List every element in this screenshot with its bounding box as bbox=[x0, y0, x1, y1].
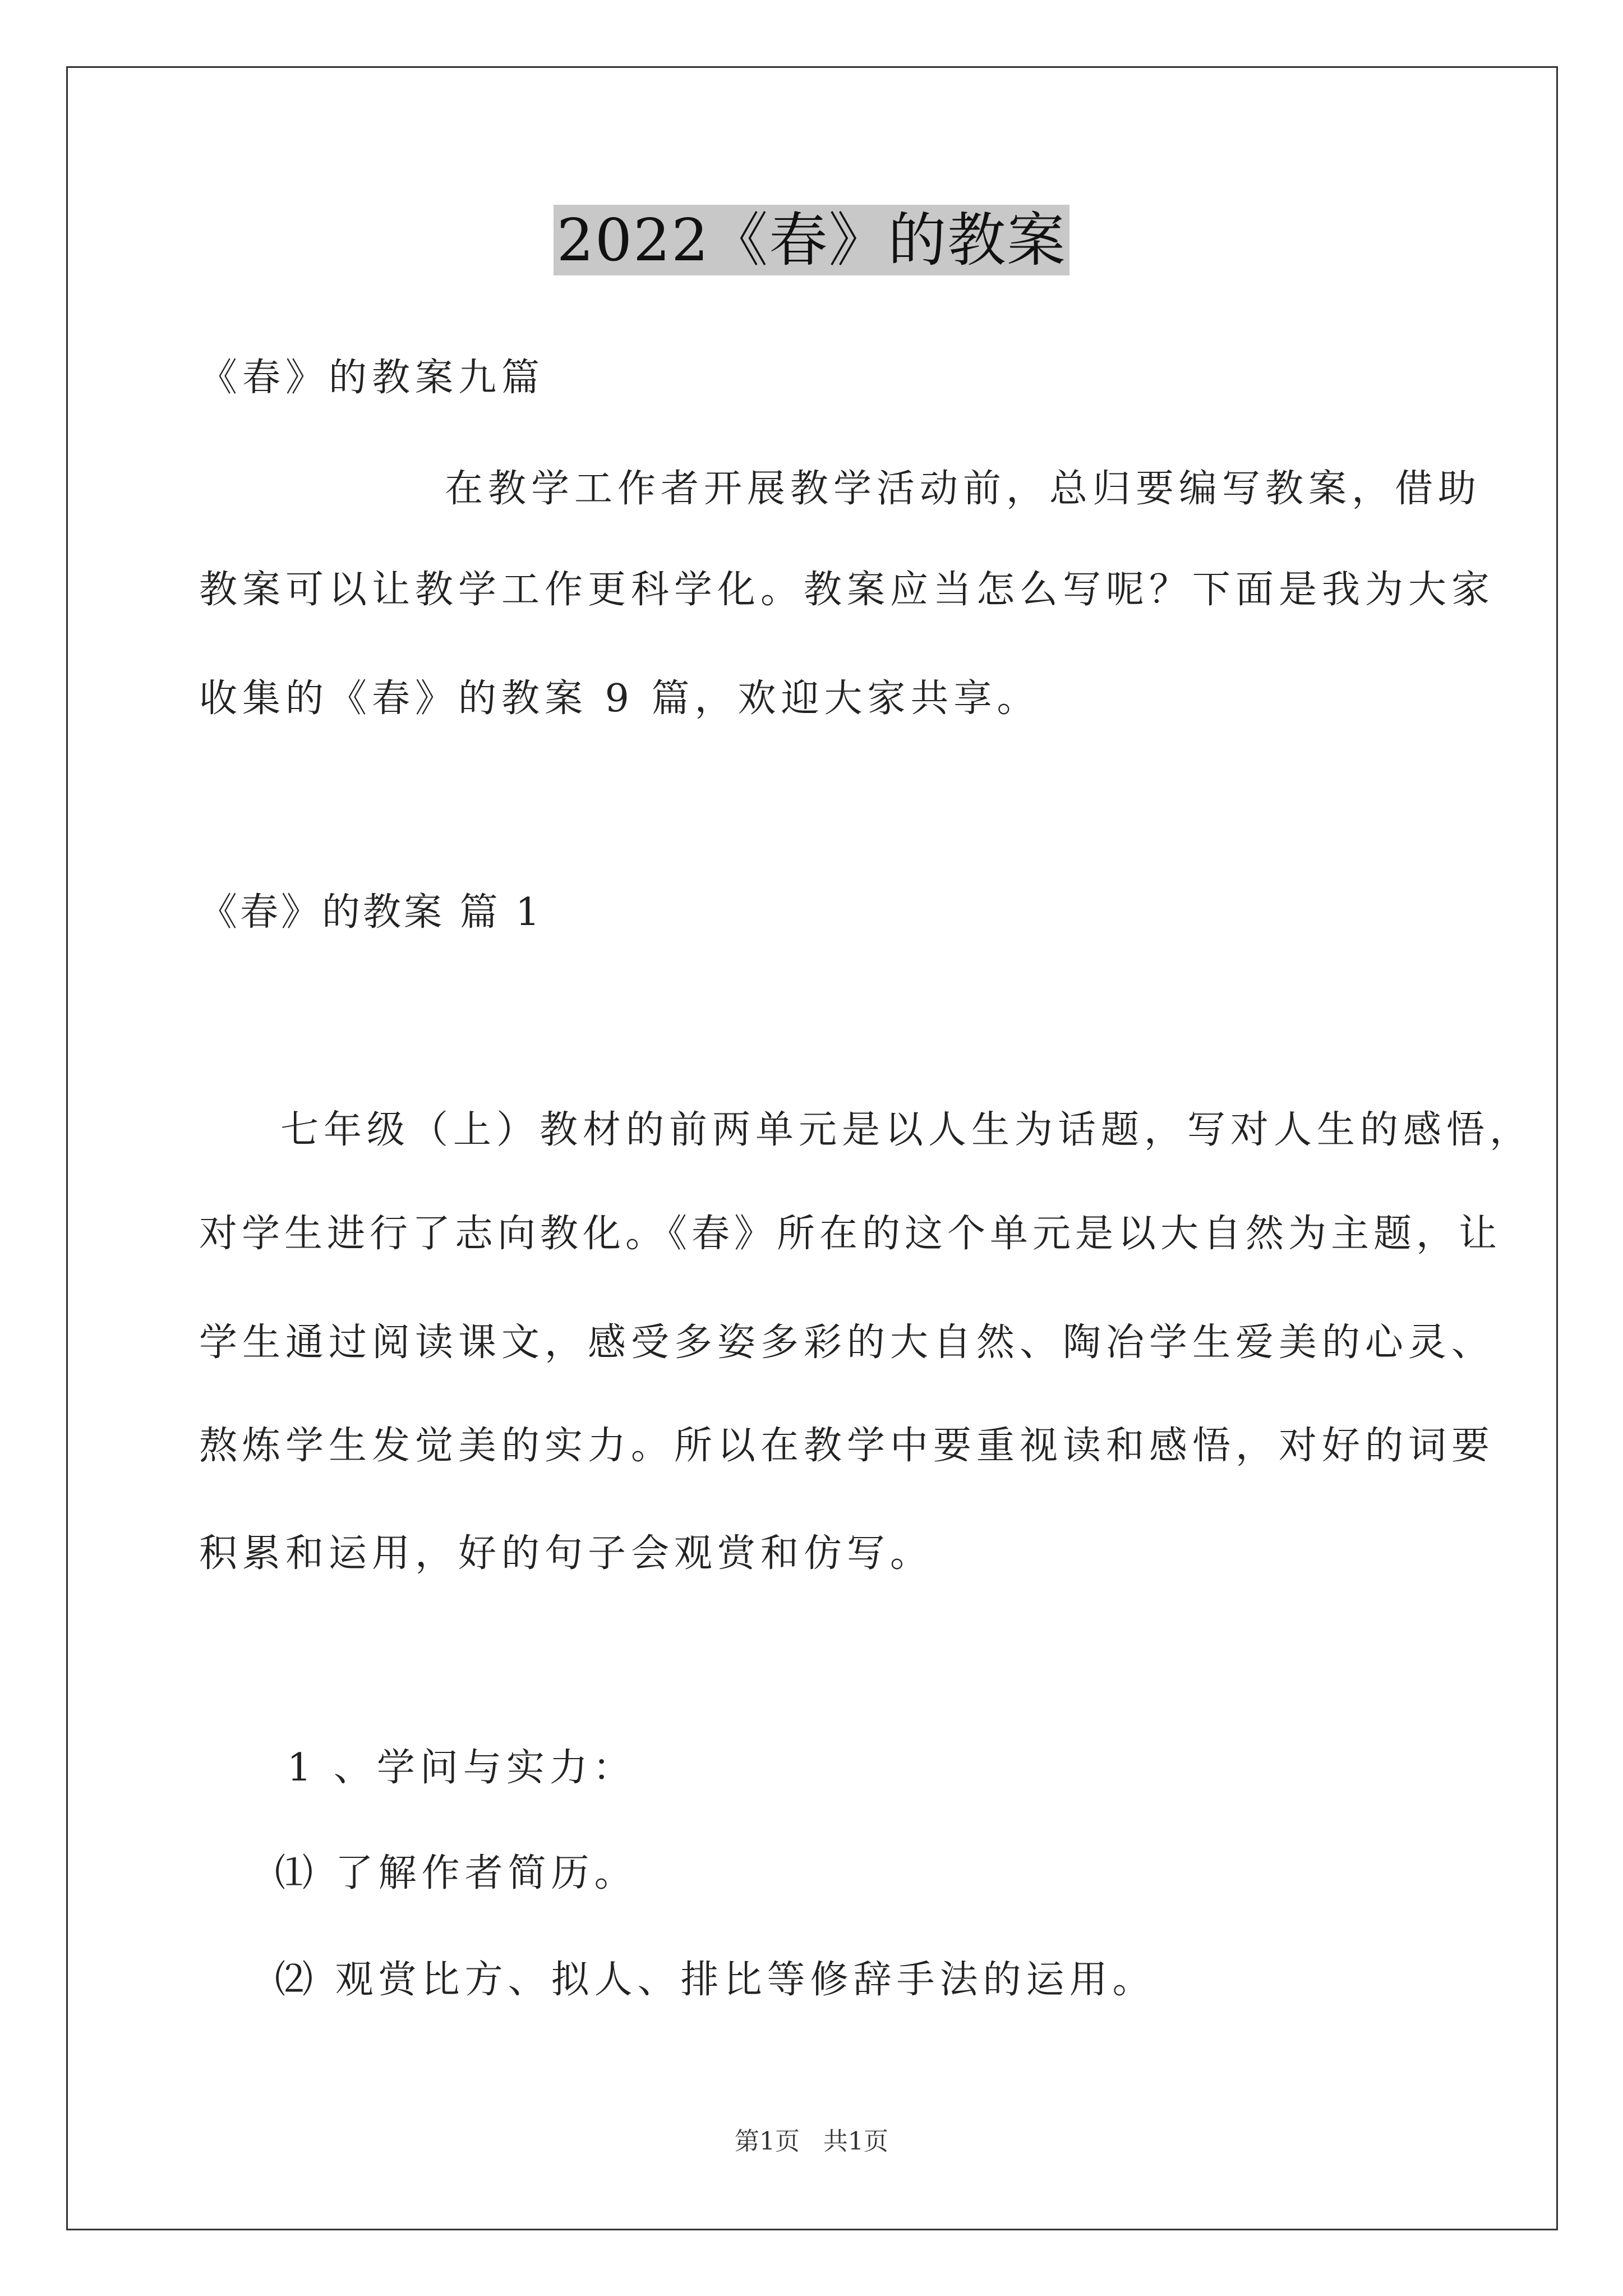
document-title: 2022《春》的教案 bbox=[554, 205, 1070, 275]
paragraph-line-1: 七年级（上）教材的前两单元是以人生为话题，写对人生的感悟， bbox=[280, 1108, 1533, 1152]
list-item: ⑵ 观赏比方、拟人、排比等修辞手法的运用。 bbox=[275, 1958, 1156, 2002]
section-heading: 《春》的教案 篇 1 bbox=[199, 890, 543, 935]
paragraph-line-2: 对学生进行了志向教化。《春》所在的这个单元是以大自然为主题，让 bbox=[199, 1212, 1502, 1256]
list-item: ⑴ 了解作者简历。 bbox=[275, 1851, 638, 1895]
paragraph-line-3: 学生通过阅读课文，感受多姿多彩的大自然、陶冶学生爱美的心灵、 bbox=[199, 1320, 1495, 1365]
paragraph-line-5: 积累和运用，好的句子会观赏和仿写。 bbox=[199, 1531, 934, 1576]
paragraph-line-4: 熬炼学生发觉美的实力。所以在教学中要重视读和感悟，对好的词要 bbox=[199, 1424, 1495, 1468]
intro-line-3: 收集的《春》的教案 9 篇，欢迎大家共享。 bbox=[199, 677, 1040, 721]
page-footer: 第1页 共1页 bbox=[735, 2127, 888, 2156]
intro-line-2: 教案可以让教学工作更科学化。教案应当怎么写呢？下面是我为大家 bbox=[199, 568, 1495, 612]
intro-line-1: 在教学工作者开展教学活动前，总归要编写教案，借助 bbox=[445, 467, 1482, 511]
list-heading: 1 、学问与实力： bbox=[287, 1746, 636, 1790]
document-subtitle: 《春》的教案九篇 bbox=[199, 356, 545, 400]
title-container bbox=[0, 205, 1623, 275]
